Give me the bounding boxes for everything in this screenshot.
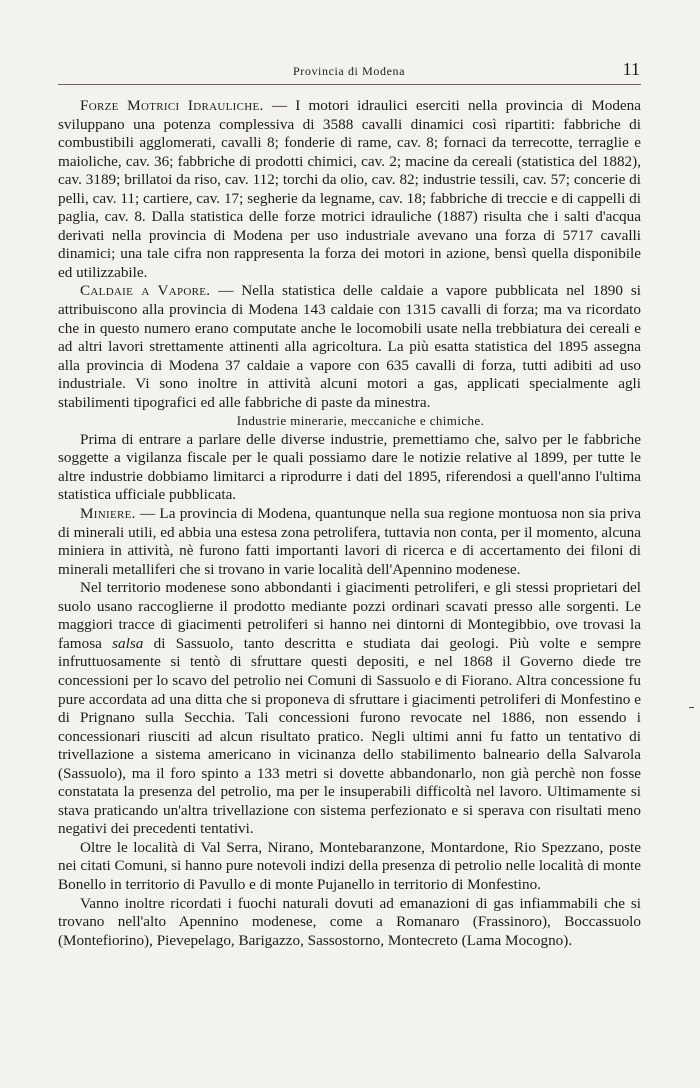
paragraph-text: — I motori idraulici eserciti nella provincia di Modena sviluppano una potenza complessiva di 3588 cavalli dinamici così ripartiti: fabbriche di combustibili agglomerati, cavalli 8; fonderie di rame, cav. 8; fornaci da terrecotte, terraglie e maioliche, cav. 36; fabbriche di prodotti chimici, cav. 2; macine da cereali (statistica del 1882), cav. 3189; brillatoi da riso, cav. 112; torchi da olio, cav. 82; industrie tessili, cav. 57; concerie di pelli, cav. 11; cartiere, cav. 17; segherie da legname, cav. 18; fabbriche di treccie e di cappelli di paglia, cav. 8. Dalla statistica delle forze motrici idrauliche (1887) risulta che i salti d'acqua derivati nella provincia di Modena per uso industriale avevano una forza di 5717 cavalli dinamici; una tale cifra non rappresenta la forza dei motori in azione, bensì quella disponibile ed utilizzabile. xyxy=(58,97,641,281)
page-body xyxy=(58,97,641,950)
paragraph-miniere xyxy=(58,505,641,579)
page-number: 11 xyxy=(622,59,640,79)
italic-term: salsa xyxy=(112,634,144,652)
paragraph-text: — Nella statistica delle caldaie a vapore pubblicata nel 1890 si attribuiscono alla provincia di Modena 143 caldaie con 1315 cavalli di forza; ma va ricordato che in questo numero erano computate anche le locomobili usate nella trebbiatura dei cereali e ad altri lavori strettamente attinenti alla agricoltura. La più esatta statistica del 1895 assegna alla provincia di Modena 37 caldaie a vapore con 635 cavalli di forza, tutti adibiti ad uso industriale. Vi sono inoltre in attività alcuni motori a gas, applicati specialmente agli stabilimenti tipografici ed alle fabbriche di paste da minestra. xyxy=(58,282,641,411)
header-rule xyxy=(58,84,641,85)
paragraph-lead-caldaie: Caldaie a Vapore. xyxy=(80,282,211,300)
paragraph-text: di Sassuolo, tanto descritta e studiata dai geologi. Più volte e sempre infruttuosamente si tentò di sfruttare questi depositi, e nel 1868 il Governo diede tre concessioni per lo scavo del petrolio nei Comuni di Sassuolo e di Fiorano. Altra concessione fu pure accordata ad una ditta che si proponeva di sfruttare i giacimenti petroliferi di Monfestino e di Prignano sulla Secchia. Tali concessioni furono revocate nel 1886, non essendo i concessionari riusciti ad alcun risultato pratico. Negli ultimi anni fu fatto un tentativo di trivellazione a sistema americano in vicinanza dello stabilimento balneario della Salvarola (Sassuolo), ma il foro spinto a 133 metri si dovette abbandonarlo, non già perchè non fosse constatata la presenza del petrolio, ma per le insuperabili difficoltà nel lavoro. Ultimamente si stava praticando un'altra trivellazione con sistema perfezionato e si sperava con risultati meno negativi dei precedenti tentativi. xyxy=(58,634,642,838)
paragraph-text: Nel territorio modenese sono abbondanti i giacimenti petroliferi, e gli stessi proprietari del suolo usano raccoglierne il prodotto mediante pozzi ordinari scavati presso alle sorgenti. Le maggiori tracce di giacimenti petroliferi si hanno nei dintorni di Montegibbio, ove trovasi la famosa xyxy=(58,579,641,652)
paragraph-forze-motrici xyxy=(58,97,641,282)
margin-mark xyxy=(689,707,694,708)
section-heading: Industrie minerarie, meccaniche e chimiche. xyxy=(236,413,485,429)
paragraph-fuochi: Vanno inoltre ricordati i fuochi naturali dovuti ad emanazioni di gas infiammabili che si trovano nell'alto Apennino modenese, come a Romanaro (Frassinoro), Boccassuolo (Montefiorino), Pievepelago, Barigazzo, Sassostorno, Montecreto (Lama Mocogno). xyxy=(58,894,641,949)
paragraph-text: — La provincia di Modena, quantunque nella sua regione montuosa non sia priva di minerali utili, ed abbia una estesa zona petrolifera, tuttavia non conta, per il momento, alcuna miniera in attività, nè furono fatti importanti lavori di ricerca e di accertamento dei filoni di minerali metalliferi che si trovano in varie località dell'Apennino modenese. xyxy=(58,505,641,578)
paragraph-intro: Prima di entrare a parlare delle diverse industrie, premettiamo che, salvo per le fabbriche soggette a vigilanza fiscale per le quali possiamo dare le notizie relative al 1899, per tutte le altre industrie dobbiamo limitarci a riprodurre i dati del 1895, riferendosi a quell'anno l'ultima statistica ufficiale pubblicata. xyxy=(58,430,641,504)
page-header xyxy=(58,60,640,82)
paragraph-localita: Oltre le località di Val Serra, Nirano, Montebaranzone, Montardone, Rio Spezzano, poste nei citati Comuni, si hanno pure notevoli indizi della presenza di petrolio nelle località di monte Bonello in territorio di Pavullo e di monte Pujanello in territorio di Monfestino. xyxy=(58,838,641,893)
paragraph-petrolio xyxy=(58,579,641,839)
running-title: Provincia di Modena xyxy=(292,64,406,78)
paragraph-lead-forze-motrici: Forze Motrici Idrauliche. xyxy=(80,97,264,114)
paragraph-lead-miniere: Miniere. xyxy=(80,505,136,523)
paragraph-caldaie xyxy=(58,282,641,412)
